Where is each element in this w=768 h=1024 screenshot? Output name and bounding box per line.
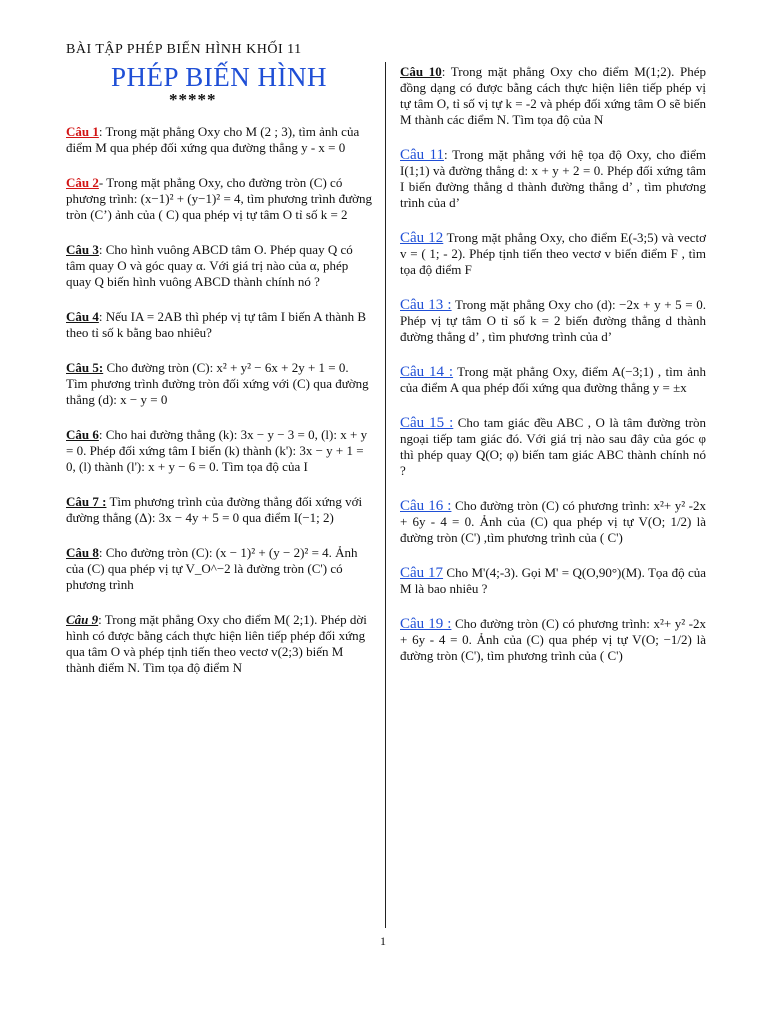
page-number: 1 <box>380 934 386 948</box>
question-7 <box>66 494 372 526</box>
question-label: Câu 6 <box>66 427 99 442</box>
question-label: Câu 14 : <box>400 364 454 380</box>
left-column <box>66 42 372 695</box>
question-11 <box>400 147 706 211</box>
question-1 <box>66 124 372 156</box>
question-label: Câu 3 <box>66 242 99 257</box>
question-label: Câu 10 <box>400 64 442 79</box>
question-label: Câu 11 <box>400 147 444 163</box>
question-label: Câu 2 <box>66 175 99 190</box>
question-label: Câu 13 : <box>400 297 452 313</box>
question-text: - Trong mặt phẳng Oxy, cho đường tròn (C) có phương trình: (x−1)² + (y−1)² = 4, tìm phương trình đường tròn (C’) ảnh của ( C) qua phép vị tự tâm O tỉ số k = 2 <box>66 175 373 222</box>
question-text: Trong mặt phẳng Oxy, điểm A(−3;1) , tìm ảnh của điểm A qua phép đối xứng qua đường thẳng y = ±x <box>400 364 706 395</box>
question-4 <box>66 309 372 341</box>
question-label: Câu 4 <box>66 309 99 324</box>
question-16 <box>400 498 706 546</box>
right-column <box>400 64 706 683</box>
question-label: Câu 12 <box>400 230 444 246</box>
question-label: Câu 19 : <box>400 616 452 632</box>
question-14 <box>400 364 706 396</box>
question-5 <box>66 360 372 408</box>
question-text: : Trong mặt phẳng Oxy cho điểm M( 2;1). Phép dời hình có được bằng cách thực hiện liên tiếp phép đối xứng qua tâm O và phép tịnh tiến theo vectơ v(2;3) biến M thành điểm N. Tìm tọa độ điểm N <box>66 612 367 675</box>
question-text: : Nếu IA = 2AB thì phép vị tự tâm I biến A thành B theo tỉ số k bằng bao nhiêu? <box>66 309 367 340</box>
question-text: : Trong mặt phẳng Oxy cho điểm M(1;2). Phép đồng dạng có được bằng cách thực hiện liên tiếp phép vị tự tâm O, tỉ số vị tự k = -2 và phép đối xứng tâm O sẽ biến M thành các điểm N. Tìm tọa độ của N <box>400 64 707 127</box>
document-subtitle: BÀI TẬP PHÉP BIẾN HÌNH KHỐI 11 <box>66 42 302 57</box>
question-label: Câu 16 : <box>400 498 452 514</box>
question-text: : Cho hình vuông ABCD tâm O. Phép quay Q có tâm quay O và góc quay α. Với giá trị nào của α, phép quay Q biến hình vuông ABCD thành chính nó ? <box>66 242 353 289</box>
question-2 <box>66 175 372 223</box>
question-label: Câu 15 : <box>400 415 454 431</box>
question-10 <box>400 64 706 128</box>
question-label: Câu 8 <box>66 545 99 560</box>
question-13 <box>400 297 706 345</box>
question-text: Cho đường tròn (C): x² + y² − 6x + 2y + 1 = 0. Tìm phương trình đường tròn đối xứng với (C) qua đường thẳng (d): x − y = 0 <box>66 360 369 407</box>
question-text: : Cho đường tròn (C): (x − 1)² + (y − 2)² = 4. Ảnh của (C) qua phép vị tự V_O^−2 là đường tròn (C') có phương trình <box>66 545 358 592</box>
question-text: Cho tam giác đều ABC , O là tâm đường tròn ngoại tiếp tam giác đó. Với giá trị nào sau đây của góc φ thì phép quay Q(O; φ) biến tam giác ABC thành chính nó ? <box>400 415 706 478</box>
question-label: Câu 1 <box>66 124 99 139</box>
question-12 <box>400 230 706 278</box>
question-text: Trong mặt phẳng Oxy cho (d): −2x + y + 5 = 0. Phép vị tự tâm O tỉ số k = 2 biến đường thẳng d thành đường thẳng d’ , tìm phương trình của d’ <box>400 297 706 344</box>
question-17 <box>400 565 706 597</box>
question-9 <box>66 612 372 676</box>
question-label: Câu 9 <box>66 612 99 627</box>
question-15 <box>400 415 706 479</box>
question-text: Cho đường tròn (C) có phương trình: x²+ y² -2x + 6y - 4 = 0. Ảnh của (C) qua phép vị tự V(O; 1/2) là đường tròn (C') ,tìm phương trình của ( C') <box>400 498 706 545</box>
question-label: Câu 5: <box>66 360 104 375</box>
question-label: Câu 17 <box>400 565 444 581</box>
question-text: Cho M'(4;-3). Gọi M' = Q(O,90°)(M). Tọa độ của M là bao nhiêu ? <box>400 565 706 596</box>
question-3 <box>66 242 372 290</box>
question-6 <box>66 427 372 475</box>
question-text: Trong mặt phẳng Oxy, cho điểm E(-3;5) và vectơ v = ( 1; - 2). Phép tịnh tiến theo vectơ v biến điểm F , tìm tọa độ điểm F <box>400 230 706 277</box>
question-text: : Trong mặt phẳng Oxy cho M (2 ; 3), tìm ảnh của điểm M qua phép đối xứng qua đường thẳng y - x = 0 <box>66 124 360 155</box>
question-19 <box>400 616 706 664</box>
question-text: : Cho hai đường thẳng (k): 3x − y − 3 = 0, (l): x + y = 0. Phép đối xứng tâm I biến (k) thành (k'): 3x − y + 1 = 0, (l) thành (l'): x + y − 6 = 0. Tìm tọa độ của I <box>66 427 368 474</box>
question-text: Cho đường tròn (C) có phương trình: x²+ y² -2x + 6y - 4 = 0. Ảnh của (C) qua phép vị tự V(O; −1/2) là đường tròn (C'), tìm phương trình của ( C') <box>400 616 706 663</box>
column-divider <box>385 62 386 928</box>
question-text: : Trong mặt phẳng với hệ tọa độ Oxy, cho điểm I(1;1) và đường thẳng d: x + y + 2 = 0. Phép đối xứng tâm I biến đường thẳng d thành đường thẳng d’ , tìm phương trình của d’ <box>400 147 706 210</box>
question-label: Câu 7 : <box>66 494 107 509</box>
title-stars: ***** <box>169 90 217 109</box>
question-text: Tìm phương trình của đường thẳng đối xứng với đường thẳng (Δ): 3x − 4y + 5 = 0 qua điểm I(−1; 2) <box>66 494 363 525</box>
question-8 <box>66 545 372 593</box>
document-title: PHÉP BIẾN HÌNH <box>111 62 327 92</box>
